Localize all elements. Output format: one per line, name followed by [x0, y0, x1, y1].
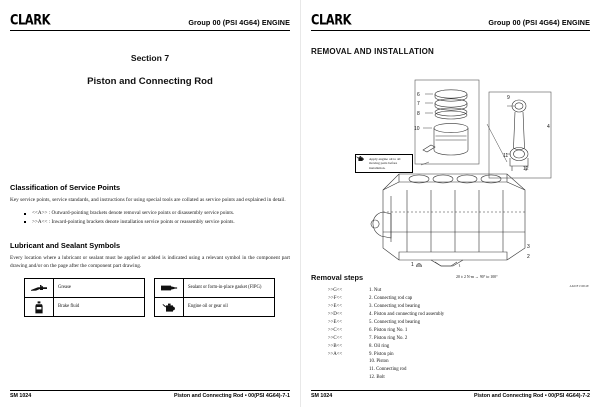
list-item	[311, 351, 590, 359]
list-item	[311, 335, 590, 343]
symbol-label: Brake fluid	[58, 304, 80, 310]
sealant-tube-icon	[155, 279, 184, 297]
list-item: >>A<< : Inward-pointing brackets denote installation service points or reassembly service points.	[24, 218, 290, 227]
right-footer-rule	[311, 390, 590, 391]
list-item	[311, 311, 590, 319]
classification-section	[10, 183, 290, 227]
right-page-header	[311, 12, 590, 28]
table-row	[25, 297, 144, 316]
step-marker	[311, 366, 359, 374]
step-marker	[311, 374, 359, 382]
svg-text:7: 7	[417, 101, 420, 107]
step-text: 7. Piston ring No. 2	[369, 335, 408, 341]
step-text: 3. Connecting rod bearing	[369, 303, 421, 309]
lubricant-heading: Lubricant and Sealant Symbols	[10, 240, 121, 250]
svg-text:6: 6	[417, 92, 420, 98]
step-text: 5. Connecting rod bearing	[369, 319, 421, 325]
left-page-footer	[10, 390, 290, 399]
list-item	[311, 287, 590, 295]
step-text: 1. Nut	[369, 288, 382, 293]
step-marker: >>E<<	[327, 319, 343, 325]
symbol-label: Grease	[58, 285, 72, 291]
step-text: 8. Oil ring	[369, 343, 390, 349]
oil-can-icon	[155, 298, 184, 316]
table-row	[155, 279, 274, 297]
list-item	[311, 343, 590, 351]
step-text: 10. Piston	[369, 359, 389, 365]
classification-heading: Classification of Service Points	[10, 183, 121, 192]
lubricant-intro: Every location where a lubricant or sealant must be applied or added is indicated using a relevant symbol in the component part drawing and/or on the page after the component part drawing.	[10, 254, 290, 270]
svg-text:8: 8	[417, 111, 420, 117]
step-marker: >>E<<	[327, 303, 343, 309]
installation-note-box	[355, 154, 413, 173]
svg-text:4: 4	[547, 124, 550, 130]
step-text: 2. Connecting rod cap	[369, 295, 413, 301]
clark-logo: CLARK	[311, 12, 352, 30]
list-item	[311, 319, 590, 327]
step-marker: >>C<<	[327, 335, 343, 341]
step-text: 6. Piston ring No. 1	[369, 327, 408, 333]
symbol-label: Engine oil or gear oil	[188, 304, 228, 310]
step-text: 12. Bolt	[369, 375, 385, 381]
removal-steps-heading: Removal steps	[311, 273, 364, 282]
clark-logo: CLARK	[10, 12, 51, 30]
page-title: Piston and Connecting Rod	[87, 76, 213, 87]
footer-page-reference: Piston and Connecting Rod • 00(PSI 4G64)-7-1	[173, 393, 290, 399]
step-marker: >>F<<	[328, 295, 342, 301]
classification-intro: Key service points, service standards, and instructions for using special tools are collated as service points and explained in detail.	[10, 197, 286, 203]
list-item	[311, 374, 590, 382]
footer-page-reference: Piston and Connecting Rod • 00(PSI 4G64)-7-2	[473, 393, 590, 399]
footer-manual-number: SM 1024	[311, 393, 333, 399]
list-item	[311, 295, 590, 303]
lubricant-symbol-table	[24, 278, 290, 317]
list-item	[311, 358, 590, 366]
step-marker: >>B<<	[327, 343, 343, 349]
removal-steps-list	[311, 287, 590, 382]
svg-text:11: 11	[503, 153, 509, 159]
figure-callout-labels	[397, 92, 550, 267]
step-text: 11. Connecting rod	[369, 367, 407, 373]
engine-assembly-drawing	[311, 62, 591, 267]
list-item	[311, 327, 590, 335]
svg-text:9: 9	[507, 95, 510, 101]
symbol-label: Sealant or form-in-place gasket (FIPG)	[188, 285, 262, 291]
step-marker: >>G<<	[327, 288, 343, 293]
svg-text:3: 3	[527, 244, 530, 250]
right-page	[300, 0, 600, 407]
step-text: 9. Piston pin	[369, 351, 394, 357]
symbol-table-right-half	[154, 278, 275, 317]
left-page-header	[10, 12, 290, 28]
svg-text:10: 10	[414, 126, 420, 132]
step-marker: >>C<<	[327, 327, 343, 333]
svg-text:1: 1	[411, 262, 414, 267]
removal-installation-heading: REMOVAL AND INSTALLATION	[311, 47, 435, 56]
figure-code: AKDF13004E	[569, 284, 589, 288]
svg-text:12: 12	[523, 166, 529, 172]
classification-bullet-list	[24, 209, 290, 227]
lubricant-section	[10, 241, 290, 317]
table-row	[155, 297, 274, 316]
left-footer-rule	[10, 390, 290, 391]
list-item: <<A>> : Outward-pointing brackets denote removal service points or disassembly service points.	[24, 209, 290, 218]
svg-text:2: 2	[527, 254, 530, 260]
installation-note-text: Apply engine oil to all moving parts before installation.	[369, 157, 401, 170]
list-item	[311, 303, 590, 311]
left-header-group-title: Group 00 (PSI 4G64) ENGINE	[188, 18, 290, 27]
step-marker: >>A<<	[327, 351, 343, 357]
step-marker	[311, 358, 359, 366]
step-marker: >>D<<	[327, 311, 343, 317]
brake-fluid-can-icon	[25, 298, 54, 316]
step-text: 4. Piston and connecting rod assembly	[369, 311, 445, 317]
section-number: Section 7	[130, 53, 170, 63]
table-row	[25, 279, 144, 297]
symbol-table-left-half	[24, 278, 145, 317]
right-header-group-title: Group 00 (PSI 4G64) ENGINE	[488, 18, 590, 27]
list-item	[311, 366, 590, 374]
grease-gun-icon	[25, 279, 54, 297]
right-header-rule	[311, 30, 590, 31]
footer-manual-number: SM 1024	[10, 393, 32, 399]
right-page-footer	[311, 390, 590, 399]
torque-specification: 20 ± 2 N·m → 90° to 100°	[456, 275, 498, 279]
left-header-rule	[10, 30, 290, 31]
